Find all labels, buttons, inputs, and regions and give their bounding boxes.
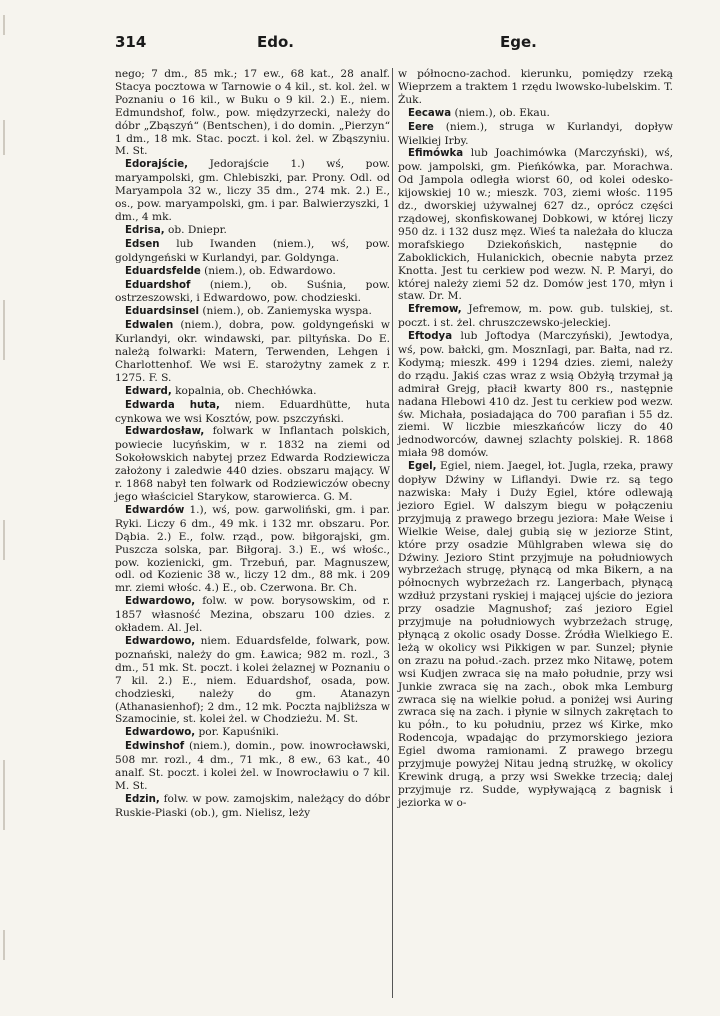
entry-text: (niem.), ob. Suśnia, pow. ostrzeszowski, i Edwardowo, pow. chodzieski. — [115, 278, 390, 305]
dictionary-entry — [398, 68, 673, 107]
dictionary-entry — [398, 303, 673, 330]
left-scan-margin — [0, 0, 10, 1016]
entry-text: niem. Eduardsfelde, folwark, pow. poznański, należy do gm. Ławica; 982 m. rozl., 3 dm., 51 mk. St. poczt. i kolei żelaznej w Poznaniu o 7 kil. 2.) E., niem. Eduardshof, osada, pow. chodzieski, należy do gm. Atanazyn (Athanasienhof); 2 dm., 12 mk. Poczta najbliższa w Szamocinie, st. kolei żel. w Chodzieżu. M. St. — [115, 634, 391, 726]
dictionary-entry — [115, 68, 390, 158]
entry-headword: Edwardowo, — [125, 727, 196, 739]
entry-text: ob. Dniepr. — [167, 223, 227, 236]
dictionary-entry — [115, 224, 390, 238]
left-running-head: Edo. — [257, 33, 294, 51]
column-divider — [392, 68, 393, 998]
page-number: 314 — [115, 33, 147, 51]
entry-headword: Eecawa — [408, 107, 452, 119]
entry-headword: Edwarda huta, — [125, 399, 220, 411]
dictionary-entry — [115, 158, 390, 224]
entry-text: w północno-zachod. kierunku, pomiędzy rzeką Wieprzem a traktem 1 rzędu lwowsko-lubelskim. T. Żuk. — [398, 68, 673, 106]
entry-text: (niem.), struga w Kurlandyi, dopływ Wielkiej Irby. — [398, 120, 673, 147]
entry-text: kopalnia, ob. Chechłówka. — [175, 384, 317, 397]
entry-text: folw. w pow. borysowskim, od r. 1857 własność Mezina, obszaru 100 dzies. z okładem. Al. Jel. — [115, 595, 391, 635]
entry-headword: Eduardsinsel — [125, 306, 199, 318]
entry-headword: Edrisa, — [125, 224, 165, 236]
entry-text: por. Kapuśniki. — [198, 726, 279, 739]
entry-headword: Edzin, — [125, 793, 160, 805]
entry-text: (niem.), ob. Zaniemyska wyspa. — [202, 305, 372, 318]
dictionary-entry — [398, 330, 673, 460]
entry-headword: Edwalen — [125, 320, 174, 332]
dictionary-entry — [115, 504, 390, 595]
entry-headword: Edwardowo, — [125, 635, 196, 647]
dictionary-entry — [115, 740, 390, 793]
entry-headword: Edwardosław, — [125, 426, 205, 438]
entry-headword: Edsen — [125, 238, 160, 250]
entry-text: lub Iwanden (niem.), wś, pow. goldyngeński w Kurlandyi, par. Goldynga. — [115, 237, 390, 264]
entry-headword: Edwardowo, — [125, 596, 196, 608]
entry-text: Egiel, niem. Jaegel, łot. Jugla, rzeka, prawy dopływ Dźwiny w Liflandyi. Dwie rz. są tego nazwiska: Mały i Duży Egiel, które odlewają jezioro Egiel. W dalszym biegu w połączeniu przyjmują z prawego brzegu jeziora: Małe Weise i Wielkie Weise, dalej gubią się w jeziorze Stint, które przy osadzie Mühlgraben wlewa się do Dźwiny. Jezioro Stint przyjmuje na południowych wybrzeżach strugę, płynącą od mka Bikern, a na północnych wybrzeżach rz. Langerbach, płynącą wzdłuż przystani ryskiej i mającej ujście do jeziora przy osadzie Magnushof; zaś jezioro Egiel przyjmuje na południowych wybrzeżach strugę, płynącą z okolic osady Dosse. Źródła Wielkiego E. leżą w okolicy wsi Pikkigen w par. Sunzel; płynie on zrazu na połud.-zach. przez mko Nitawę, potem wsi Kudjen zwraca się na mało południe, przy wsi Junkie zwraca się na zach., obok mka Lemburg zwraca się na wielkie połud. a poniżej wsi Auring zwraca się na zach. i płynie w silnych zakrętach to ku półn., to ku południu, przez wś Kirke, mko Rodencoja, wpadając do przymorskiego jeziora Egiel dwoma ramionami. Z prawego brzegu przyjmuje powyżej Nitau jedną strużkę, w okolicy Krewink drugą, a przy wsi Swekke trzecią; dalej przyjmuje rz. Sudde, wypływającą z bagnisk i jeziorka w o- — [398, 460, 673, 809]
dictionary-entry — [115, 265, 390, 279]
entry-text: lub Joftodya (Marczyński), Jewtodya, wś, pow. bałcki, gm. MosznIagi, par. Bałta, nad rz. Kodymą; mieszk. 499 i 1294 dzies. ziemi, należy do rządu. Jakiś czas wraz z wsią Obżyłą trzymał ją admirał Grejg, płacił kwarty 800 rs., następnie nadana Hlebowi 410 dz. Jest tu cerkiew pod wezw. św. Michała, posiadająca do 700 parafian i 55 dz. ziemi. W liczbie mieszkańców liczy do 40 jednodworców, dawnej szlachty polskiej. R. 1868 miała 98 domów. — [398, 330, 673, 460]
dictionary-entry — [398, 147, 673, 303]
dictionary-entry — [115, 793, 390, 820]
dictionary-entry — [115, 425, 390, 503]
entry-headword: Edward, — [125, 385, 172, 397]
page-header — [115, 33, 670, 55]
entry-headword: Efimówka — [408, 148, 464, 160]
right-running-head: Ege. — [500, 33, 537, 51]
entry-headword: Eftodya — [408, 331, 453, 343]
dictionary-entry — [115, 726, 390, 740]
entry-text: (niem.), ob. Edwardowo. — [204, 264, 336, 277]
dictionary-entry — [115, 399, 390, 426]
entry-text: niem. Eduardhütte, huta cynkowa we wsi Kosztów, pow. pszczyński. — [115, 398, 390, 425]
entry-text: Jedorajście 1.) wś, pow. maryampolski, gm. Chlebiszki, par. Prony. Odl. od Maryampola 32 w., liczy 35 dm., 274 mk. 2.) E., os., pow. maryampolski, gm. i par. Balwierzyszki, 1 dm., 4 mk. — [115, 158, 390, 223]
entry-text: (niem.), dobra, pow. goldyngeński w Kurlandyi, okr. windawski, par. piltyńska. Do E. należą folwarki: Matern, Terwenden, Lehgen i Charlottenhof. We wsi E. starożytny zamek z r. 1275. F. S. — [115, 319, 390, 384]
entry-text: folw. w pow. zamojskim, należący do dóbr Ruskie-Piaski (ob.), gm. Nielisz, leży — [115, 792, 390, 819]
entry-headword: Eere — [408, 121, 434, 133]
entry-headword: Edorajście, — [125, 159, 189, 171]
entry-headword: Eduardsfelde — [125, 265, 201, 277]
left-column — [115, 68, 390, 820]
dictionary-entry — [398, 107, 673, 121]
dictionary-entry — [115, 385, 390, 399]
dictionary-entry — [115, 319, 390, 385]
entry-headword: Edwardów — [125, 504, 185, 516]
entry-headword: Egel, — [408, 461, 437, 473]
dictionary-entry — [115, 595, 390, 635]
entry-headword: Efremow, — [408, 304, 462, 316]
right-column — [398, 68, 673, 810]
dictionary-entry — [398, 460, 673, 809]
entry-text: Jefremow, m. pow. gub. tulskiej, st. poczt. i st. żel. chruszczewsko-jeleckiej. — [398, 303, 673, 330]
dictionary-entry — [115, 635, 390, 726]
entry-headword: Edwinshof — [125, 741, 185, 753]
entry-text: nego; 7 dm., 85 mk.; 17 ew., 68 kat., 28 analf. Stacya pocztowa w Tarnowie o 4 kil., st. kol. żel. w Poznaniu o 16 kil., w Buku o 9 kil. 2.) E., niem. Edmundshof, folw., pow. międzyrzecki, należy do dóbr „Zbąszyń“ (Bentschen), i do domin. „Pierzyn“ 1 dm., 18 mk. Stac. poczt. i kol. żel. w Zbąszyniu. M. St. — [115, 68, 390, 158]
entry-text: 1.), wś, pow. garwoliński, gm. i par. Ryki. Liczy 6 dm., 49 mk. i 132 mr. obszaru. Por. Dąbia. 2.) E., folw. rząd., pow. biłgorajski, gm. Puszcza solska, par. Biłgoraj. 3.) E., wś włośc., pow. kozienicki, gm. Trzebuń, par. Magnuszew, odl. od Kozienic 38 w., liczy 12 dm., 88 mk. i 209 mr. ziemi włośc. 4.) E., ob. Czerwona. Br. Ch. — [115, 503, 390, 595]
entry-text: (niem.), ob. Ekau. — [454, 106, 550, 119]
dictionary-entry — [115, 305, 390, 319]
entry-text: lub Joachimówka (Marczyński), wś, pow. jampolski, gm. Pieńkówka, par. Morachwa. Od Jampola odległa wiorst 60, od kolei odesko-kijowskiej 10 w.; mieszk. 703, ziemi włośc. 1195 dz., dworskiej używalnej 627 dz., oprócz części rządowej, skonfiskowanej Dobkowi, w której liczy 950 dz. i 132 dusz męz. Wieś ta należała do klucza morafskiego Dziekońskich, następnie do Zaboklickich, Hulanickich, obecnie nabyta przez Knotta. Jest tu cerkiew pod wezw. N. P. Maryi, do której należy ziemi 52 dz. Domów jest 170, młyn i staw. Dr. M. — [398, 147, 673, 303]
dictionary-entry — [398, 121, 673, 148]
dictionary-entry — [115, 279, 390, 306]
entry-headword: Eduardshof — [125, 279, 191, 291]
entry-text: (niem.), domin., pow. inowrocławski, 508 mr. rozl., 4 dm., 71 mk., 8 ew., 63 kat., 40 analf. St. poczt. i kolei żel. w Inowrocławiu o 7 kil. M. St. — [115, 740, 390, 792]
dictionary-entry — [115, 238, 390, 265]
entry-text: folwark w Inflantach polskich, powiecie lucyńskim, w r. 1832 na ziemi od Sokołowskich nabytej przez Edwarda Rodziewicza założony i zaledwie 440 dzies. obszaru mający. W r. 1868 nabył ten folwark od Rodziewiczów obecny jego właściciel Starykow, starowierca. G. M. — [115, 425, 390, 503]
